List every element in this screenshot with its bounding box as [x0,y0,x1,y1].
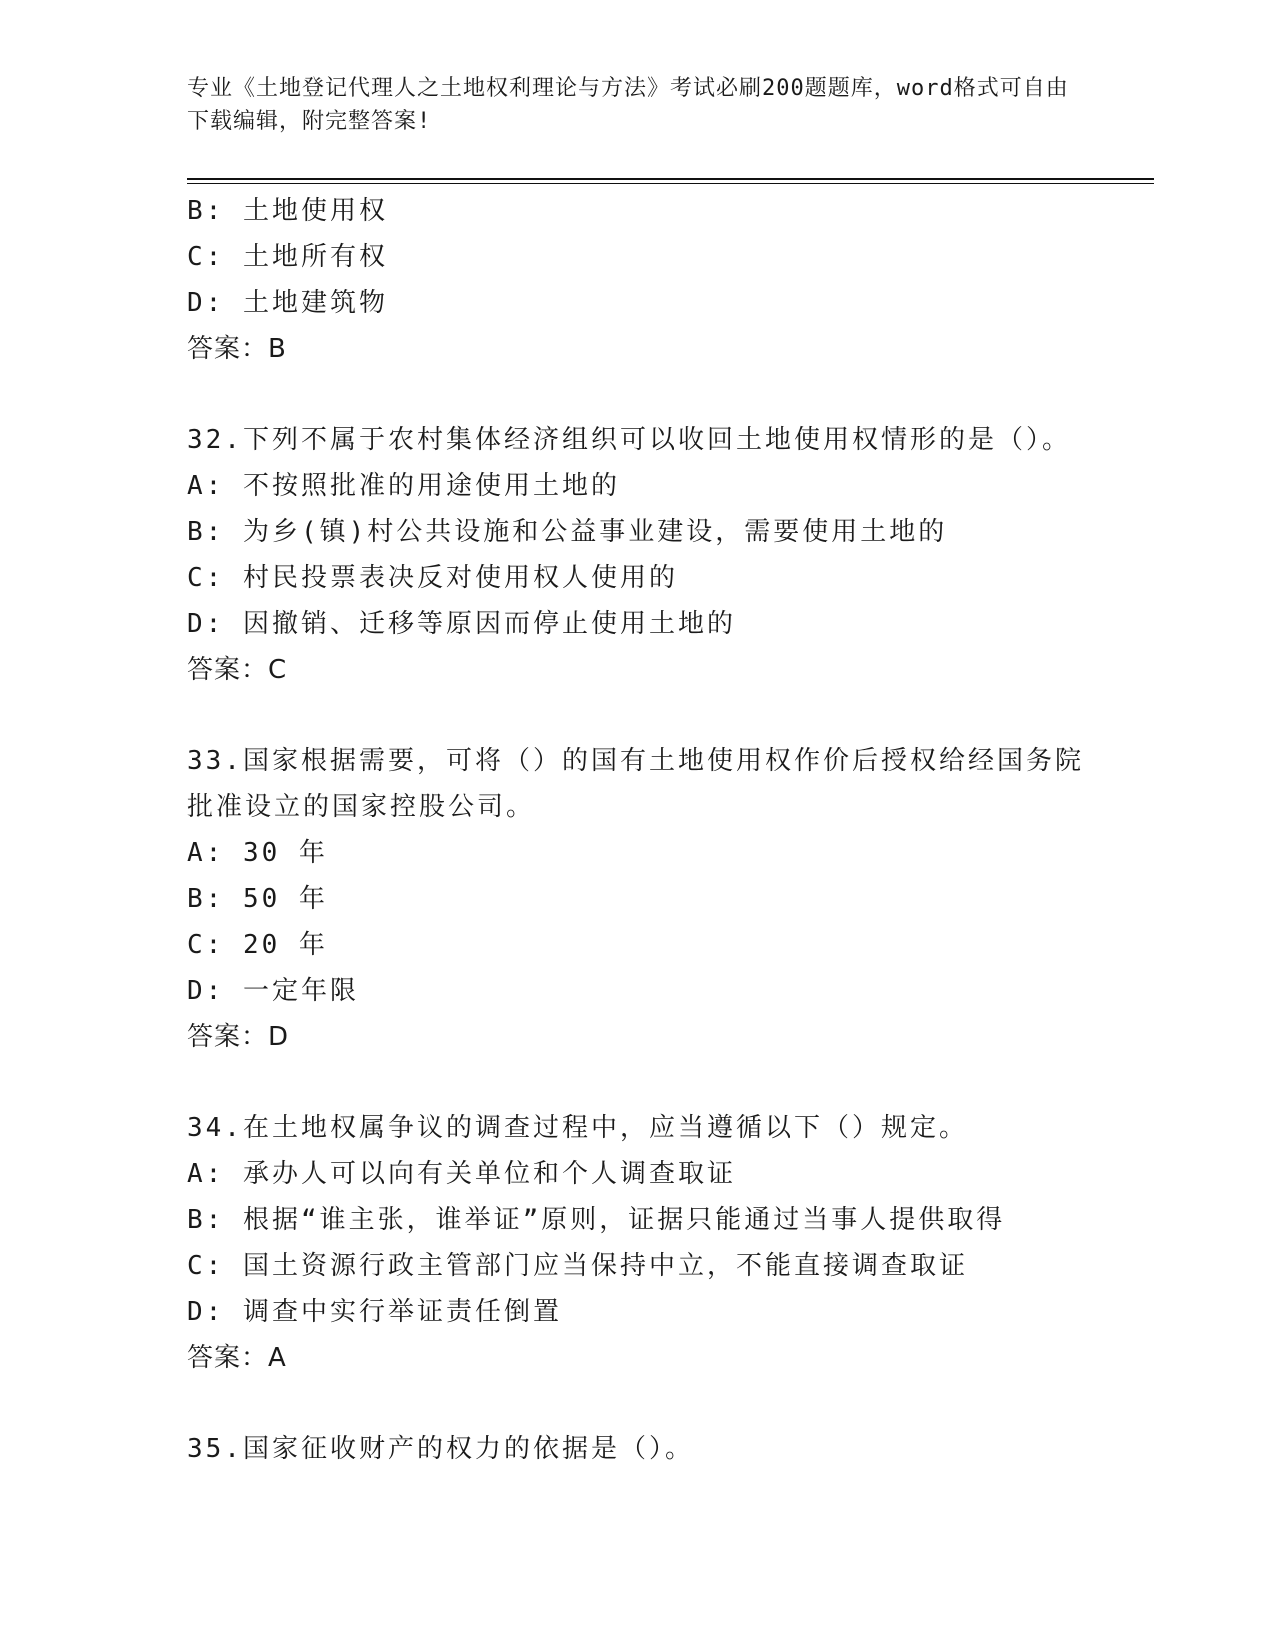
option-b: B: 根据“谁主张，谁举证”原则，证据只能通过当事人提供取得 [187,1205,1006,1235]
answer: 答案：C [187,655,288,685]
option-d: D: 调查中实行举证责任倒置 [187,1297,562,1327]
answer: 答案：B [187,334,287,364]
spacer [187,1060,1087,1105]
option-c: C: 土地所有权 [187,242,388,272]
question-34 [187,1105,1087,1381]
spacer [187,372,1087,417]
option-b: B: 50 年 [187,884,328,914]
option-a: A: 承办人可以向有关单位和个人调查取证 [187,1159,736,1189]
option-d: D: 土地建筑物 [187,288,388,318]
question-list [187,188,1087,1472]
option-c: C: 村民投票表决反对使用权人使用的 [187,563,678,593]
option-b: B: 土地使用权 [187,196,388,226]
question-stem: 32.下列不属于农村集体经济组织可以收回土地使用权情形的是（）。 [187,425,1071,455]
answer: 答案：A [187,1343,287,1373]
question-31-continued [187,188,1087,372]
question-32 [187,417,1087,693]
header-rule-thin [187,183,1154,184]
spacer [187,693,1087,738]
option-c: C: 国土资源行政主管部门应当保持中立，不能直接调查取证 [187,1251,968,1281]
spacer [187,1381,1087,1426]
question-stem: 35.国家征收财产的权力的依据是（）。 [187,1434,694,1464]
question-35 [187,1426,1087,1472]
option-c: C: 20 年 [187,930,328,960]
answer: 答案：D [187,1022,290,1052]
option-d: D: 一定年限 [187,976,359,1006]
question-stem: 34.在土地权属争议的调查过程中，应当遵循以下（）规定。 [187,1113,968,1143]
header-rule-thick [187,178,1154,180]
option-a: A: 不按照批准的用途使用土地的 [187,471,620,501]
option-b: B: 为乡(镇)村公共设施和公益事业建设，需要使用土地的 [187,517,948,547]
document-header: 专业《土地登记代理人之土地权利理论与方法》考试必刷200题题库，word格式可自由下载编辑，附完整答案! [187,76,1069,134]
option-d: D: 因撤销、迁移等原因而停止使用土地的 [187,609,736,639]
question-stem: 33.国家根据需要，可将（）的国有土地使用权作价后授权给经国务院批准设立的国家控股公司。 [187,746,1084,822]
question-33 [187,738,1087,1060]
option-a: A: 30 年 [187,838,328,868]
